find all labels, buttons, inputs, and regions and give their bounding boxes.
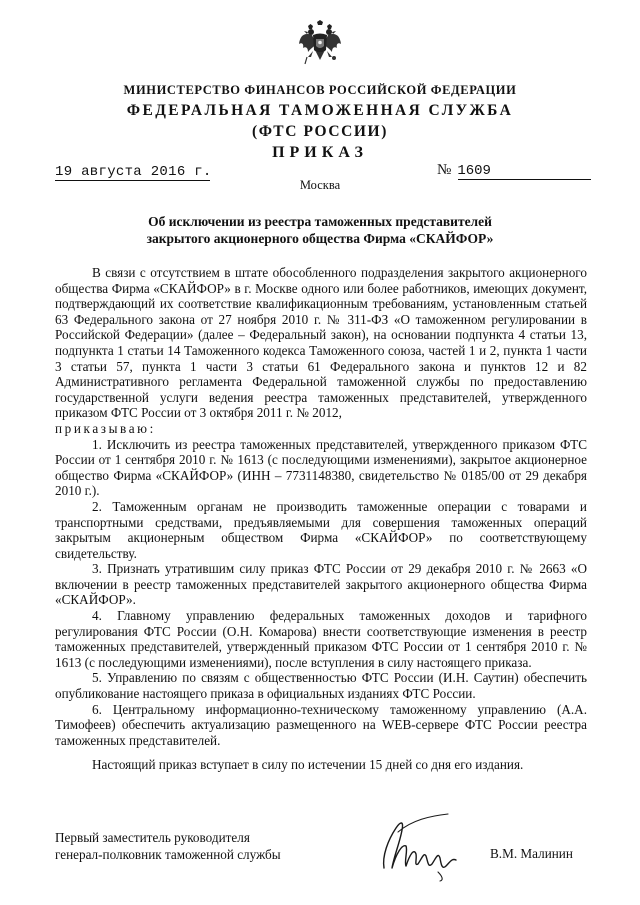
order-number-value: 1609 bbox=[457, 163, 491, 179]
order-item-5: 5. Управлению по связям с общественностью ФТС России (И.Н. Саутин) обеспечить опубликование настоящего приказа в официальных изданиях ФТС России. bbox=[55, 670, 587, 702]
signatory-name: В.М. Малинин bbox=[490, 846, 573, 861]
city: Москва bbox=[299, 178, 341, 192]
document-type: ПРИКАЗ bbox=[272, 144, 368, 161]
order-title bbox=[0, 213, 640, 247]
order-date: 19 августа 2016 г. bbox=[55, 164, 212, 180]
order-title-line-2: закрытого акционерного общества Фирма «СКАЙФОР» bbox=[146, 231, 494, 246]
order-item-2: 2. Таможенным органам не производить таможенные операции с товарами и транспортными средствами, предъявляемыми для совершения таможенных операций закрытым акционерным обществом Фирма «СКАЙФОР» по соответствующему свидетельству. bbox=[55, 498, 587, 561]
service-name: ФЕДЕРАЛЬНАЯ ТАМОЖЕННАЯ СЛУЖБА bbox=[126, 102, 514, 119]
signatory-role bbox=[55, 829, 281, 863]
preamble-paragraph: В связи с отсутствием в штате обособленного подразделения закрытого акционерного общества Фирма «СКАЙФОР» в г. Москве одного или более работников, имеющих документ, подтверждающий их соответствие квалификационным требованиям, установленным статьей 63 Федерального закона от 27 ноября 2010 г. № 311-ФЗ «О таможенном регулировании в Российской Федерации» (далее – Федеральный закон), на основании подпункта 4 статьи 13, подпункта 1 статьи 14 Таможенного кодекса Таможенного союза, частей 1 и 2, пункта 1 части 3 статьи 57, пункта 1 части 3 статьи 61 Федерального закона и пунктов 12 и 82 Административного регламента Федеральной таможенной службы по предоставлению государственной услуги ведения реестра таможенных представителей, утвержденного приказом ФТС России от 3 октября 2011 г. № 2012, bbox=[55, 265, 587, 421]
order-number bbox=[437, 162, 491, 179]
order-number-label: № bbox=[437, 162, 452, 178]
signatory-role-line-2: генерал-полковник таможенной службы bbox=[55, 847, 281, 862]
order-item-4: 4. Главному управлению федеральных таможенных доходов и тарифного регулирования ФТС России (О.Н. Комарова) внести соответствующие изменения в реестр таможенных представителей, утвержденный приказом ФТС России от 1 сентября 2010 г. № 1613 (с последующими изменениями), после вступления в силу настоящего приказа. bbox=[55, 608, 587, 670]
order-item-6: 6. Центральному информационно-техническому таможенному управлению (А.А. Тимофеев) обеспечить актуализацию размещенного на WEB-сервере ФТС России реестра таможенных представителей. bbox=[55, 701, 587, 748]
decree-word: приказываю: bbox=[55, 420, 156, 436]
ministry-name: МИНИСТЕРСТВО ФИНАНСОВ РОССИЙСКОЙ ФЕДЕРАЦИИ bbox=[123, 83, 517, 97]
order-body bbox=[55, 265, 587, 773]
signatory-role-line-1: Первый заместитель руководителя bbox=[55, 830, 250, 845]
order-item-1: 1. Исключить из реестра таможенных представителей, утвержденного приказом ФТС России от 1 сентября 2010 г. № 1613 (с последующими изменениями), закрытое акционерное общество Фирма «СКАЙФОР» (ИНН – 7731148380, свидетельство № 0185/00 от 29 декабря 2010 г.). bbox=[55, 436, 587, 499]
order-title-line-1: Об исключении из реестра таможенных представителей bbox=[148, 214, 492, 229]
handwritten-signature-icon bbox=[378, 810, 470, 882]
effective-date-paragraph: Настоящий приказ вступает в силу по истечении 15 дней со дня его издания. bbox=[92, 757, 524, 773]
order-item-3: 3. Признать утратившим силу приказ ФТС России от 29 декабря 2010 г. № 2663 «О включении в реестр таможенных представителей закрытого акционерного общества Фирма «СКАЙФОР». bbox=[55, 561, 587, 608]
double-headed-eagle-coat-of-arms-icon bbox=[298, 20, 342, 68]
service-short-name: (ФТС РОССИИ) bbox=[252, 123, 388, 140]
